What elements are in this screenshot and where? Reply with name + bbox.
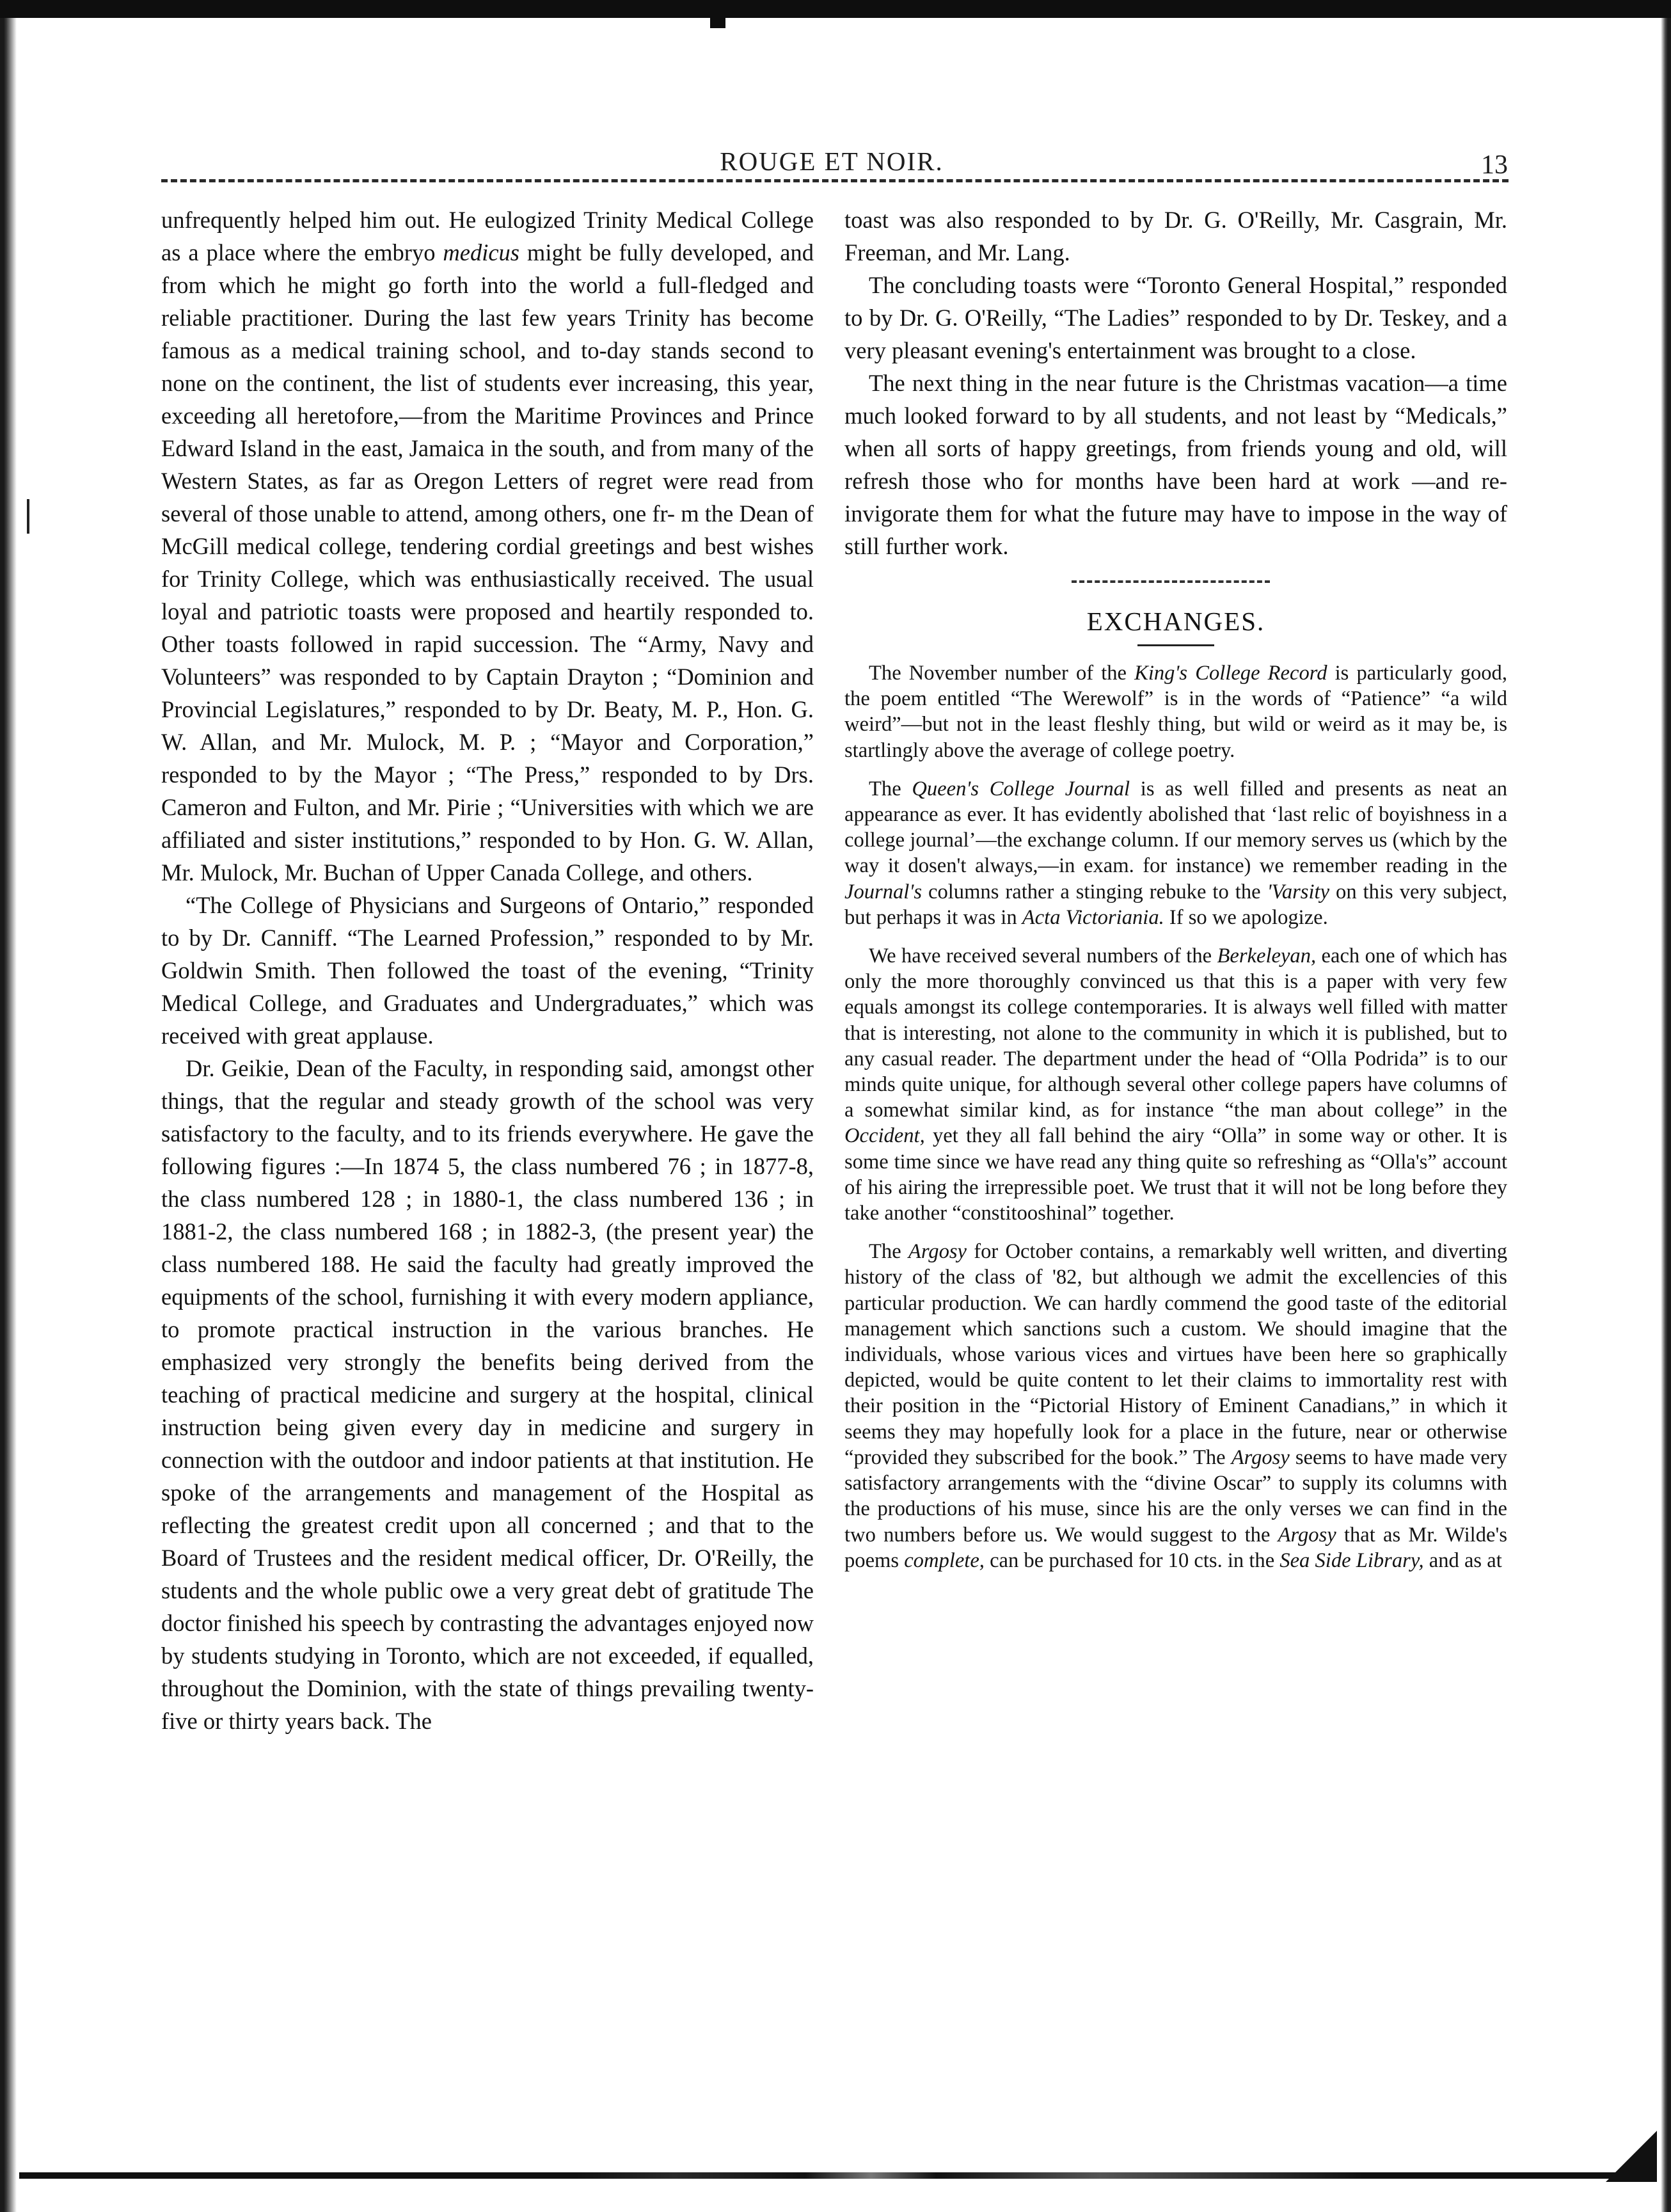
text-run: The concluding toasts were “Toronto General Hospital,” responded to by Dr. G. O'Reilly, “The Ladies” responded to by Dr. Teskey, and a very pleasant evening's entertainment was brought to a close. — [844, 272, 1507, 363]
text-run-italic: King's College Record — [1134, 662, 1327, 685]
scan-top-border — [0, 0, 1671, 18]
text-run: The November number of the — [869, 662, 1135, 685]
paragraph — [844, 269, 1507, 367]
text-run: We have received several numbers of the — [869, 944, 1217, 968]
scan-left-edge — [0, 18, 17, 2212]
paragraph — [844, 367, 1507, 562]
text-run: “The College of Physicians and Surgeons of Ontario,” responded to by Dr. Canniff. “The Learned Profession,” responded to by Mr. Goldwin Smith. Then followed the toast of the evening, “Trinity Medical College, and Graduates and Undergraduates,” which was received with great applause. — [161, 892, 814, 1049]
scan-right-edge — [1661, 18, 1671, 2212]
margin-mark — [27, 499, 29, 534]
text-run-italic: 'Varsity — [1267, 880, 1330, 903]
running-header — [0, 146, 1671, 184]
text-run: The — [869, 777, 912, 800]
text-run: can be purchased for 10 cts. in the — [984, 1548, 1280, 1572]
scan-top-mark — [710, 0, 725, 28]
text-run: is particularly good, the poem entitled “The Werewolf” is in the words of “Patience” “a wild weird”—but not in the least fleshly thing, but wild or weird as it may be, is startlingly above the average of college poetry. — [844, 662, 1507, 762]
section-heading: EXCHANGES. — [1086, 607, 1265, 636]
paragraph — [844, 203, 1507, 269]
exchange-paragraph — [844, 943, 1507, 1226]
text-run: toast was also responded to by Dr. G. O'Reilly, Mr. Casgrain, Mr. Freeman, and Mr. Lang. — [844, 207, 1507, 266]
text-run: on this very subject, but perhaps it was in — [844, 880, 1507, 929]
text-run: that as Mr. Wilde's poems — [844, 1523, 1508, 1572]
text-run-italic: Acta Victoriania. — [1022, 905, 1164, 929]
text-run: columns rather a stinging rebuke to the — [922, 880, 1267, 903]
section-separator — [844, 562, 1507, 596]
running-title: ROUGE ET NOIR. — [720, 147, 944, 176]
text-run: If so we apologize. — [1164, 905, 1328, 929]
header-rule — [161, 179, 1509, 182]
text-run-italic: Queen's College Journal — [912, 777, 1130, 800]
paragraph — [161, 889, 814, 1052]
text-run: Dr. Geikie, Dean of the Faculty, in responding said, amongst other things, that the regular and steady growth of the school was very satisfactory to the faculty, and to its friends everywhere. He gave the following figures :—In 1874 5, the class numbered 76 ; in 1877-8, the class numbered 128 ; in 1880-1, the class numbered 136 ; in 1881-2, the class numbered 168 ; in 1882-3, (the present year) the class numbered 188. He said the faculty had greatly improved the equipments of the school, furnishing it with every modern appliance, to promote practical instruction in the various branches. He emphasized very strongly the benefits being derived from the teaching of practical medicine and surgery at the hospital, clinical instruction being given every day in medicine and surgery in connection with the outdoor and indoor patients at that institution. He spoke of the arrangements and management of the Hospital as reflecting the greatest credit upon all concerned ; and that to the Board of Trustees and the resident medical officer, Dr. O'Reilly, the students and the whole public owe a very great debt of gratitude The doctor finished his speech by contrasting the advantages enjoyed now by students studying in Toronto, which are not exceeded, if equalled, throughout the Dominion, with the state of things prevailing twenty-five or thirty years back. The — [161, 1055, 814, 1734]
text-run-italic: Sea Side Library, — [1279, 1548, 1424, 1572]
text-run-italic: complete, — [904, 1548, 985, 1572]
paragraph — [161, 1052, 814, 1737]
text-run: yet they all fall behind the airy “Olla” in some way or other. It is some time since we have read any thing quite so refreshing as “Olla's” account of his airing the irrepressible poet. We trust that it will not be long before they take another “constitooshinal” together. — [844, 1124, 1507, 1225]
left-column — [161, 203, 814, 1737]
page-number: 13 — [1481, 150, 1508, 180]
scan-bottom-rule — [19, 2172, 1657, 2179]
text-run-italic: Journal's — [844, 880, 922, 903]
text-run-italic: Argosy — [1278, 1523, 1336, 1547]
text-run-italic: Argosy — [908, 1240, 967, 1264]
text-run-italic: Berkeleyan, — [1217, 944, 1317, 968]
text-run-italic: Argosy — [1231, 1445, 1290, 1469]
text-run: unfrequently helped him out. He eulogized Trinity Medical College as a place where the embryo — [161, 207, 814, 266]
text-run: for October contains, a remarkably well written, and diverting history of the class of '82, but although we admit the excellencies of this particular production. We can hardly commend the good taste of the editorial management which sanctions such a custom. We should imagine that the individuals, whose various vices and virtues have been here so graphically depicted, would be quite content to let their claims to immortality rest with their position in the “Pictorial History of Eminent Canadians,” in which it seems they may hopefully look for a place in the future, near or otherwise “provided they subscribed for the book.” The — [844, 1240, 1507, 1469]
right-column — [844, 203, 1507, 1573]
exchange-paragraph — [844, 1239, 1507, 1573]
scan-bottom-corner — [1606, 2131, 1657, 2182]
text-run-italic: Occident, — [844, 1124, 925, 1148]
exchange-paragraph — [844, 776, 1507, 930]
text-run-italic: medicus — [443, 239, 519, 266]
text-run: The — [869, 1240, 908, 1264]
text-run: and as at — [1423, 1548, 1502, 1572]
text-run: is as well filled and presents as neat an appearance as ever. It has evidently abolished that ‘last relic of boyishness in a college journal’—the exchange column. If our memory serves us (which by the way it dosen't always,—in exam. for instance) we remember reading in the — [844, 777, 1508, 878]
text-run: each one of which has only the more thoroughly convinced us that this is a paper with very few equals amongst its college contemporaries. It is always well filled with matter that is interesting, not alone to the community in which it is published, but to any casual reader. The department under the head of “Olla Podrida” is to our minds quite unique, for although several other college papers have columns of a somewhat similar kind, as for instance “the man about college” in the — [844, 944, 1507, 1122]
exchange-paragraph — [844, 660, 1507, 763]
separator-dashes — [1072, 580, 1270, 583]
text-run: seems to have made very satisfactory arrangements with the “divine Oscar” to supply its columns with the productions of his muse, since his are the only verses we can find in the two numbers before us. We would suggest to the — [844, 1445, 1507, 1547]
text-run: might be fully developed, and from which he might go forth into the world a full-fledged and reliable practitioner. During the last few years Trinity has become famous as a medical training school, and to-day stands second to none on the continent, the list of students ever increasing, this year, exceeding all heretofore,—from the Maritime Provinces and Prince Edward Island in the east, Jamaica in the south, and from many of the Western States, as far as Oregon Letters of regret were read from several of those unable to attend, among others, one fr- m the Dean of McGill medical college, tendering cordial greetings and best wishes for Trinity College, which was enthusiastically received. The usual loyal and patriotic toasts were proposed and heartily responded to. Other toasts followed in rapid succession. The “Army, Navy and Volunteers” was responded to by Captain Drayton ; “Dominion and Provincial Legislatures,” responded to by Dr. Beaty, M. P., Hon. G. W. Allan, and Mr. Mulock, M. P. ; “Mayor and Corporation,” responded to by the Mayor ; “The Press,” responded to by Drs. Cameron and Fulton, and Mr. Pirie ; “Universities with which we are affiliated and sister institutions,” responded to by Hon. G. W. Allan, Mr. Mulock, Mr. Buchan of Upper Canada College, and others. — [161, 239, 814, 886]
heading-rule — [1137, 644, 1214, 646]
text-run: The next thing in the near future is the Christmas vacation—a time much looked forward to by all students, and not least by “Medicals,” when all sorts of happy greetings, from friends young and old, will refresh those who for months have been hard at work —and re-invigorate them for what the future may have to impose in the way of still further work. — [844, 370, 1507, 559]
paragraph — [161, 203, 814, 889]
